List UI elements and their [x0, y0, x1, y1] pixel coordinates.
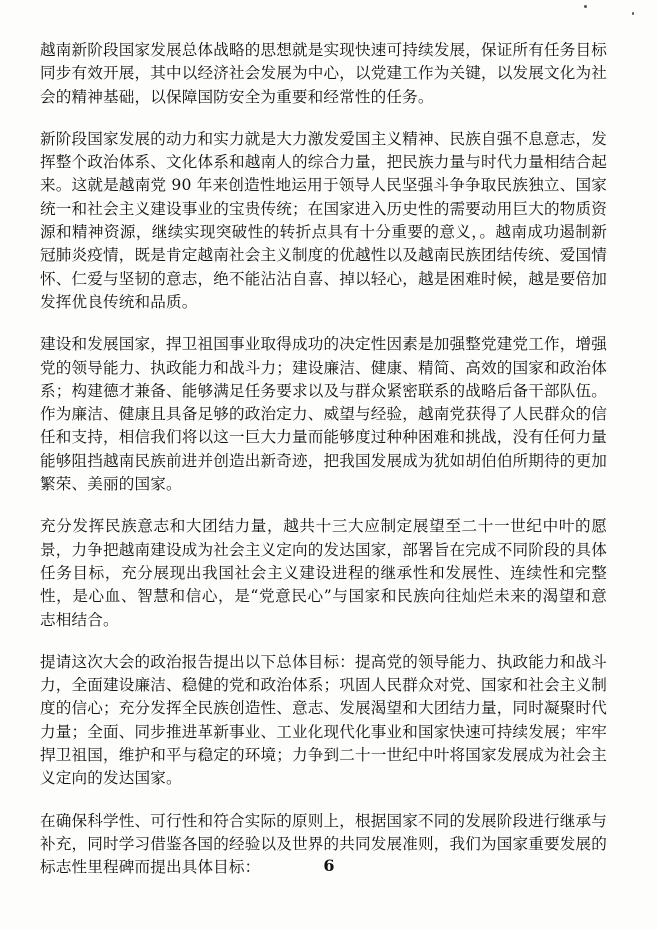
scan-dot [584, 5, 587, 8]
paragraph-general-goals: 提请这次大会的政治报告提出以下总体目标：提高党的领导能力、执政能力和战斗力，全面建设廉洁、稳健的党和政治体系；巩固人民群众对党、国家和社会主义制度的信心；充分发挥全民族创造性、意志、发展渴望和大团结力量，同时凝聚时代力量；全面、同步推进革新事业、工业化现代化事业和国家快速可持续发展；牢牢捍卫祖国，维护和平与稳定的环境；力争到二十一世纪中叶将国家发展成为社会主义定向的发达国家。 [40, 652, 607, 788]
paragraph-strategy: 越南新阶段国家发展总体战略的思想就是实现快速可持续发展，保证所有任务目标同步有效开展，其中以经济社会发展为中心，以党建工作为关键，以发展文化为社会的精神基础，以保障国防安全为重要和经常性的任务。 [40, 41, 607, 106]
paragraph-driving-force: 新阶段国家发展的动力和实力就是大力激发爱国主义精神、民族自强不息意志，发挥整个政治体系、文化体系和越南人的综合力量，把民族力量与时代力量相结合起来。这就是越南党 90 年来创造性地运用于领导人民坚强斗争争取民族独立、国家统一和社会主义建设事业的宝贵传统；在国家进入历史性的需要动用巨大的物质资源和精神资源，继续实现突破性的转折点具有十分重要的意义，。越南成功遏制新冠肺炎疫情，既是肯定越南社会主义制度的优越性以及越南民族团结传统、爱国情怀、仁爱与坚韧的意志，绝不能沾沾自喜、掉以轻心，越是困难时候，越是要倍加发挥优良传统和品质。 [40, 129, 607, 311]
paragraph-specific-goals: 在确保科学性、可行性和符合实际的原则上，根据国家不同的发展阶段进行继承与补充，同时学习借鉴各国的经验以及世界的共同发展准则，我们为国家重要发展的标志性里程碑而提出具体目标： [40, 811, 607, 877]
scan-dot [632, 12, 634, 15]
document-body [40, 39, 607, 899]
paragraph-vision: 充分发挥民族意志和大团结力量，越共十三大应制定展望至二十一世纪中叶的愿景，力争把越南建设成为社会主义定向的发达国家，部署旨在完成不同阶段的具体任务目标，充分展现出我国社会主义建设进程的继承性和发展性、连续性和完整性，是心血、智慧和信心，是“党意民心”与国家和民族向往灿烂未来的渴望和意志相结合。 [40, 517, 607, 629]
paragraph-party-building: 建设和发展国家，捍卫祖国事业取得成功的决定性因素是加强整党建党工作，增强党的领导能力、执政能力和战斗力；建设廉洁、健康、精简、高效的国家和政治体系；构建德才兼备、能够满足任务要求以及与群众紧密联系的战略后备干部队伍。作为廉洁、健康且具备足够的政治定力、威望与经验，越南党获得了人民群众的信任和支持，相信我们将以这一巨大力量而能够度过种种困难和挑战，没有任何力量能够阻挡越南民族前进并创造出新奇迹，把我国发展成为犹如胡伯伯所期待的更加繁荣、美丽的国家。 [40, 335, 607, 494]
page-number: 6 [323, 856, 335, 875]
